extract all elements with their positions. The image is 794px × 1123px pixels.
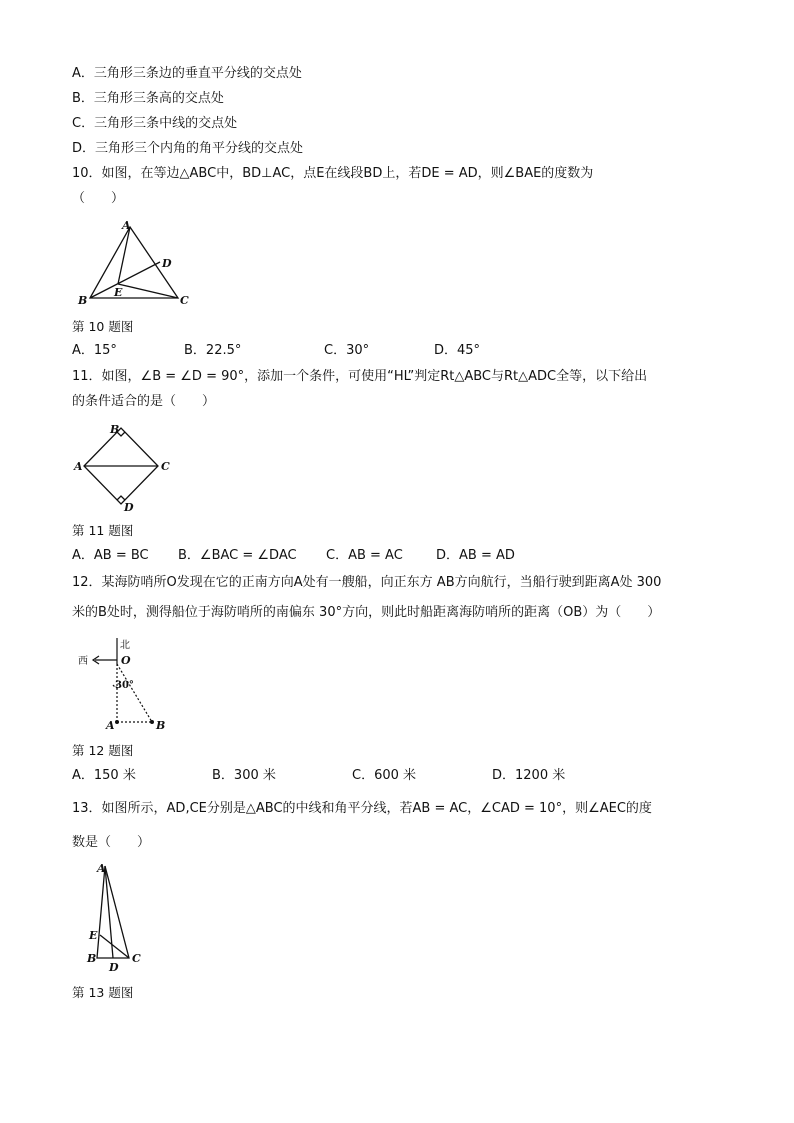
q13-caption: 第 13 题图: [72, 985, 134, 1000]
q12-caption: 第 12 题图: [72, 743, 134, 758]
q10-stem: 10．如图，在等边△ABC中，BD⊥AC，点E在线段BD上，若DE = AD，则∠BAE的度数为: [72, 166, 594, 181]
q11-stem: 11．如图，∠B = ∠D = 90°，添加一个条件，可使用“HL”判定Rt△ABC与Rt△ADC全等，以下给出: [72, 369, 648, 384]
q9-option-d: D．三角形三个内角的角平分线的交点处: [72, 141, 304, 156]
q13-label-e: E: [89, 929, 98, 942]
q12-option-a: A．150 米: [72, 768, 136, 783]
q13-stem-cont: 数是（ ）: [72, 835, 151, 850]
q13-stem: 13．如图所示，AD,CE分别是△ABC的中线和角平分线，若AB = AC，∠CAD = 10°，则∠AEC的度: [72, 801, 652, 816]
q10-label-c: C: [180, 294, 189, 307]
q12-stem-cont: 米的B处时，测得船位于海防哨所的南偏东 30°方向，则此时船距离海防哨所的距离（OB）为（ ）: [72, 605, 661, 620]
q9-option-a: A．三角形三条边的垂直平分线的交点处: [72, 66, 302, 81]
q10-caption: 第 10 题图: [72, 319, 134, 334]
q12-label-o: O: [121, 654, 131, 667]
q10-figure: [72, 216, 202, 312]
q10-label-a: A: [122, 219, 131, 232]
q13-label-c: C: [132, 952, 141, 965]
q11-option-d: D．AB = AD: [436, 548, 515, 563]
q12-option-d: D．1200 米: [492, 768, 566, 783]
q12-option-c: C．600 米: [352, 768, 417, 783]
q13-figure: [72, 858, 162, 978]
q9-option-c: C．三角形三条中线的交点处: [72, 116, 238, 131]
q11-option-b: B．∠BAC = ∠DAC: [178, 548, 297, 563]
q11-label-b: B: [110, 423, 120, 436]
q12-label-30: 30°: [115, 680, 134, 691]
q12-label-north: 北: [120, 640, 130, 651]
q12-figure: [72, 633, 182, 738]
q10-option-d: D．45°: [434, 343, 481, 358]
q11-option-c: C．AB = AC: [326, 548, 403, 563]
q13-label-d: D: [109, 961, 119, 974]
q10-option-b: B．22.5°: [184, 343, 242, 358]
q12-option-b: B．300 米: [212, 768, 276, 783]
q10-option-a: A．15°: [72, 343, 117, 358]
q11-stem-blank: 的条件适合的是（ ）: [72, 394, 216, 409]
q10-label-e: E: [114, 286, 123, 299]
q12-label-b: B: [156, 719, 166, 732]
q10-label-b: B: [78, 294, 88, 307]
q11-label-a: A: [74, 460, 83, 473]
q10-option-c: C．30°: [324, 343, 370, 358]
q12-label-a: A: [106, 719, 115, 732]
q12-stem: 12．某海防哨所O发现在它的正南方向A处有一艘船，向正东方 AB方向航行，当船行驶到距离A处 300: [72, 575, 662, 590]
q11-option-a: A．AB = BC: [72, 548, 149, 563]
q11-label-d: D: [124, 501, 134, 514]
q9-option-b: B．三角形三条高的交点处: [72, 91, 224, 106]
q10-stem-blank: （ ）: [72, 191, 125, 206]
q11-figure: [72, 418, 182, 518]
q13-label-b: B: [87, 952, 97, 965]
q12-label-west: 西: [78, 656, 88, 667]
q10-label-d: D: [162, 257, 172, 270]
q11-label-c: C: [161, 460, 170, 473]
q11-caption: 第 11 题图: [72, 523, 134, 538]
q13-label-a: A: [97, 862, 106, 875]
